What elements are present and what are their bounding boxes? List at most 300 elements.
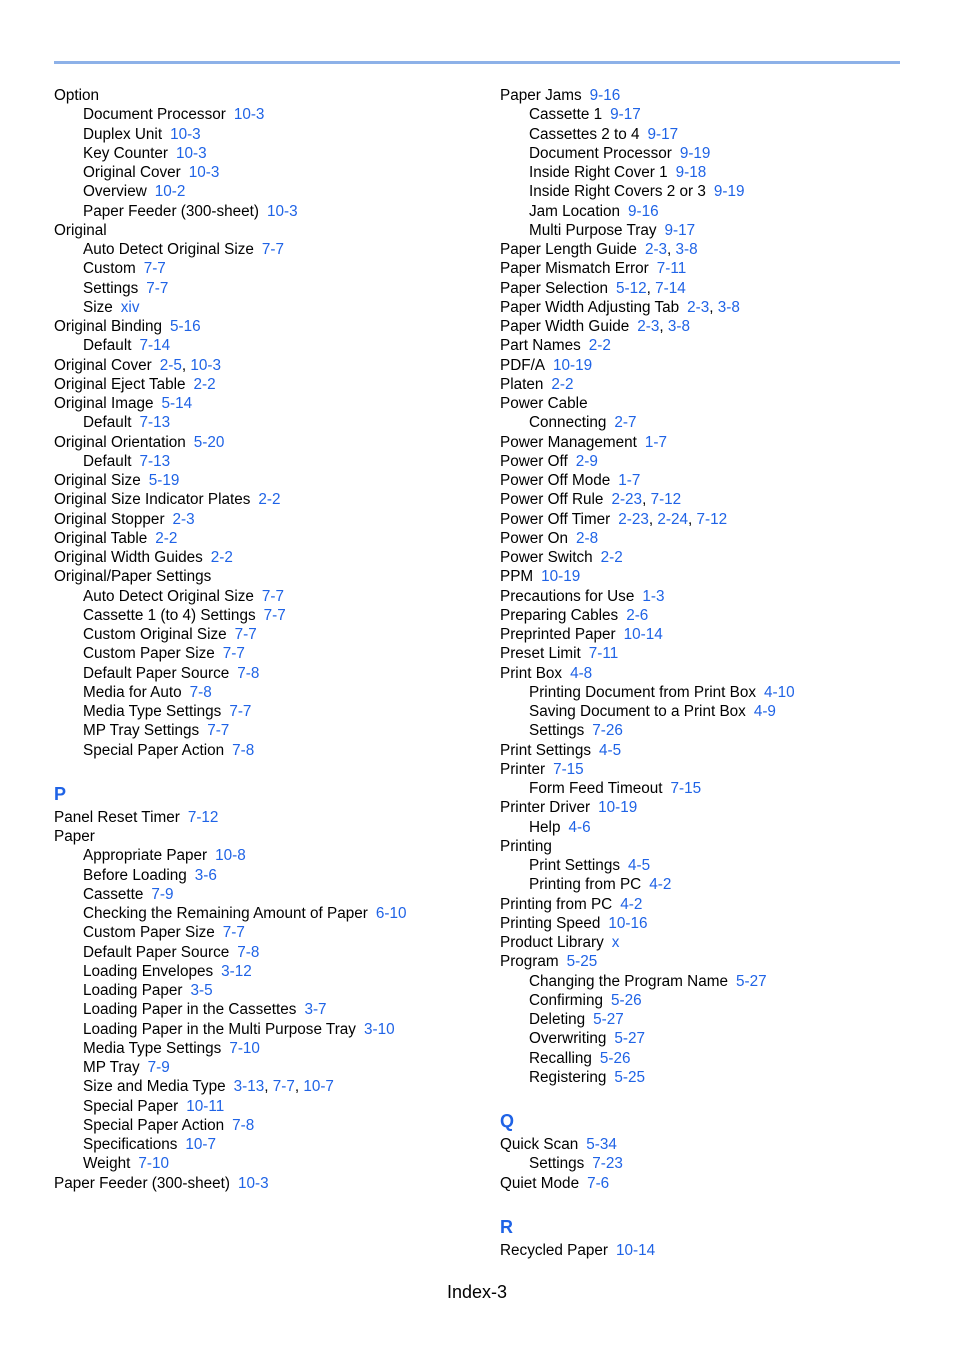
- page-refs: [642, 588, 664, 605]
- index-term: Paper Feeder (300-sheet): [83, 202, 260, 220]
- page-ref-link[interactable]: 9-16: [589, 87, 621, 104]
- page-refs: 2-3, 3-8: [644, 241, 698, 258]
- index-entry-original: [54, 221, 474, 240]
- index-entry-paper-mismatch-error: [500, 259, 920, 278]
- index-term: Paper: [54, 828, 95, 845]
- page-ref-link[interactable]: 10-7: [185, 1136, 217, 1153]
- index-term: Document Processor: [83, 106, 226, 124]
- page-refs: [553, 761, 584, 778]
- page-refs: [237, 944, 259, 961]
- index-subentry-checking-the-remaining-amount-of-paper: [54, 904, 474, 923]
- page-ref-link[interactable]: 2-2: [210, 549, 233, 566]
- page-refs: [267, 203, 298, 220]
- page-refs: [155, 183, 186, 200]
- index-entry-print-box: [500, 664, 920, 683]
- page-ref-link[interactable]: 6-10: [375, 905, 407, 922]
- index-term: Auto Detect Original Size: [83, 241, 254, 258]
- page-refs: [592, 1155, 623, 1172]
- index-term: Original/Paper Settings: [54, 568, 212, 586]
- page-ref-link[interactable]: 2-3: [644, 241, 668, 258]
- page-ref-link[interactable]: 7-13: [139, 414, 171, 432]
- index-term: Cassettes 2 to 4: [529, 125, 640, 143]
- page-ref-link[interactable]: 10-11: [186, 1097, 225, 1115]
- index-term: Media Type Settings: [83, 1039, 222, 1057]
- page-refs: [553, 357, 592, 374]
- page-ref-link[interactable]: 10-16: [608, 914, 648, 932]
- page-ref-link[interactable]: 3-5: [190, 982, 213, 999]
- page-ref-link[interactable]: 7-9: [147, 1059, 170, 1076]
- page-refs: [149, 472, 180, 489]
- index-entry-part-names: [500, 336, 920, 355]
- page-ref-link[interactable]: 5-16: [170, 318, 201, 335]
- page-ref-link[interactable]: 10-19: [598, 799, 638, 817]
- page-refs: [223, 645, 245, 662]
- page-refs: [754, 703, 776, 720]
- index-term: Overview: [83, 183, 147, 201]
- page-ref-link[interactable]: 5-25: [566, 953, 598, 971]
- index-term: Original Eject Table: [54, 375, 186, 393]
- page-ref-link[interactable]: 7-11: [656, 260, 687, 278]
- page-ref-link[interactable]: 3-8: [717, 298, 740, 316]
- index-term: Size and Media Type: [83, 1078, 226, 1096]
- index-subentry-media-for-auto: [54, 683, 474, 702]
- index-entry-preprinted-paper: [500, 625, 920, 644]
- page-ref-link[interactable]: 9-17: [610, 106, 641, 124]
- page-ref-link[interactable]: 2-3: [637, 318, 660, 335]
- index-subentry-recalling: [500, 1049, 920, 1068]
- page-ref-link[interactable]: 7-8: [237, 664, 260, 682]
- page-refs: [191, 982, 213, 999]
- page-ref-link[interactable]: 10-3: [267, 202, 298, 220]
- index-term: Before Loading: [83, 866, 187, 884]
- page-refs: [648, 126, 679, 143]
- index-subentry-cassettes-2-to-4: [500, 125, 920, 144]
- page-ref-link[interactable]: 5-26: [610, 991, 642, 1009]
- page-ref-link[interactable]: 2-2: [551, 375, 574, 393]
- page-ref-link[interactable]: 3-12: [221, 962, 252, 980]
- index-term: Paper Jams: [500, 87, 582, 104]
- page-ref-link[interactable]: 2-24: [657, 510, 688, 528]
- index-entry-original-width-guides: [54, 548, 474, 567]
- page-refs: [170, 126, 201, 143]
- page-ref-link[interactable]: 10-8: [215, 847, 246, 865]
- page-refs: [680, 145, 711, 162]
- index-entry-paper: [54, 827, 474, 846]
- index-term: Auto Detect Original Size: [83, 587, 254, 605]
- page-ref-link[interactable]: 7-7: [222, 645, 245, 663]
- index-term: Special Paper Action: [83, 1116, 225, 1134]
- index-entry-paper-jams: [500, 86, 920, 105]
- page-ref-link[interactable]: 2-5: [159, 356, 182, 374]
- index-subentry-loading-paper-in-the-cassettes: [54, 1000, 474, 1019]
- index-term: Original Cover: [54, 356, 152, 374]
- page-ref-link[interactable]: 2-2: [193, 375, 216, 393]
- page-ref-link[interactable]: 9-19: [679, 144, 711, 162]
- page-ref-link[interactable]: 7-7: [261, 241, 285, 258]
- index-term: Default: [83, 414, 132, 432]
- index-subentry-custom-original-size: [54, 625, 474, 644]
- page-refs: [589, 337, 611, 354]
- page-refs: [589, 645, 618, 662]
- page-ref-link[interactable]: 4-2: [620, 895, 643, 913]
- page-refs: [234, 106, 265, 123]
- page-refs: [670, 780, 701, 797]
- page-refs: [146, 280, 168, 297]
- index-term: Printer: [500, 760, 546, 778]
- index-subentry-auto-detect-original-size: [54, 240, 474, 259]
- index-subentry-media-type-settings: [54, 702, 474, 721]
- page-ref-link[interactable]: 3-6: [194, 866, 217, 884]
- index-term: Key Counter: [83, 144, 169, 162]
- index-term: Power Off: [500, 452, 568, 470]
- index-subentry-printing-document-from-print-box: [500, 683, 920, 702]
- page-refs: [155, 530, 177, 547]
- page-ref-link[interactable]: 7-7: [272, 1078, 295, 1096]
- page-ref-link[interactable]: 2-23: [618, 510, 649, 528]
- index-entry-power-off: [500, 452, 920, 471]
- page-ref-link[interactable]: 10-19: [541, 568, 581, 586]
- index-term: Paper Mismatch Error: [500, 260, 649, 278]
- index-subentry-custom: [54, 259, 474, 278]
- page-ref-link[interactable]: 4-8: [570, 664, 593, 682]
- index-subentry-deleting: [500, 1010, 920, 1029]
- page-ref-link[interactable]: 5-34: [586, 1136, 617, 1153]
- page-refs: [262, 588, 284, 605]
- page-ref-link[interactable]: 5-26: [599, 1049, 631, 1067]
- page-ref-link[interactable]: 10-14: [615, 1241, 656, 1259]
- page-ref-link[interactable]: 10-19: [553, 356, 593, 374]
- page-ref-link[interactable]: 7-7: [234, 626, 257, 643]
- index-entry-original-stopper: [54, 510, 474, 529]
- index-subentry-special-paper-action: [54, 741, 474, 760]
- index-term: Changing the Program Name: [529, 972, 728, 990]
- page-refs: [665, 222, 696, 239]
- index-term: Precautions for Use: [500, 587, 635, 605]
- index-term: Paper Feeder (300-sheet): [54, 1174, 231, 1192]
- page-ref-link[interactable]: 9-17: [664, 221, 696, 239]
- page-ref-link[interactable]: 7-12: [187, 808, 219, 826]
- page-ref-link[interactable]: 2-3: [172, 510, 195, 528]
- page-ref-link[interactable]: 7-15: [670, 780, 702, 797]
- index-subentry-loading-paper: [54, 981, 474, 1000]
- index-entry-paper-width-guide: [500, 317, 920, 336]
- page-ref-link[interactable]: 7-10: [138, 1155, 169, 1173]
- index-subentry-document-processor: [500, 144, 920, 163]
- index-entry-original-paper-settings: [54, 567, 474, 586]
- index-subentry-inside-right-covers-2-or-3: [500, 182, 920, 201]
- page-refs: [614, 1030, 645, 1047]
- index-entry-option: [54, 86, 474, 105]
- index-term: Power Switch: [500, 549, 593, 566]
- page-ref-link[interactable]: 7-8: [237, 943, 260, 961]
- page-ref-link[interactable]: xiv: [120, 298, 140, 316]
- page-refs: 2-3, 3-8: [687, 298, 740, 316]
- index-subentry-default-paper-source: [54, 943, 474, 962]
- index-term: Printer Driver: [500, 799, 591, 817]
- index-term: Print Settings: [529, 857, 620, 874]
- index-entry-power-off-timer: [500, 510, 920, 529]
- page-refs: [138, 1155, 169, 1172]
- index-entry-preset-limit: [500, 644, 920, 663]
- page-refs: [195, 867, 217, 884]
- page-ref-link[interactable]: 7-14: [655, 279, 686, 297]
- index-entry-original-binding: [54, 317, 474, 336]
- index-entry-quick-scan: [500, 1135, 920, 1154]
- index-term: Connecting: [529, 414, 607, 432]
- page-refs: [614, 1069, 645, 1086]
- index-entry-original-image: [54, 394, 474, 413]
- page-ref-link[interactable]: 7-7: [146, 279, 169, 297]
- section-letter-q: Q: [500, 1111, 515, 1131]
- page-ref-link[interactable]: 5-27: [614, 1030, 645, 1048]
- page-ref-link[interactable]: 4-2: [649, 876, 672, 894]
- index-subentry-overview: [54, 182, 474, 201]
- index-term: Inside Right Cover 1: [529, 164, 668, 181]
- page-ref-link[interactable]: 10-3: [233, 106, 265, 124]
- page-ref-link[interactable]: 10-3: [190, 356, 221, 374]
- page-refs: [262, 241, 284, 258]
- index-subentry-help: [500, 818, 920, 837]
- page-refs: [364, 1021, 395, 1038]
- index-subentry-registering: [500, 1068, 920, 1087]
- index-subentry-settings: [54, 279, 474, 298]
- page-refs: [194, 434, 225, 451]
- page-ref-link[interactable]: 10-2: [154, 183, 186, 201]
- page-ref-link[interactable]: 7-7: [229, 703, 252, 720]
- page-refs: [624, 626, 663, 643]
- index-term: PDF/A: [500, 356, 546, 374]
- page-refs: [229, 703, 251, 720]
- index-entry-preparing-cables: [500, 606, 920, 625]
- index-column-left: [54, 86, 474, 1193]
- index-term: Original Orientation: [54, 433, 186, 451]
- index-entry-paper-selection: [500, 279, 920, 298]
- page-refs: [598, 799, 637, 816]
- page-ref-link[interactable]: 5-27: [593, 1011, 624, 1028]
- page-ref-link[interactable]: 2-9: [575, 452, 598, 470]
- page-refs: [714, 183, 745, 200]
- page-ref-link[interactable]: x: [611, 934, 620, 951]
- index-term: Preparing Cables: [500, 606, 619, 624]
- page-ref-link[interactable]: 10-3: [238, 1174, 269, 1192]
- index-term: Specifications: [83, 1136, 178, 1153]
- page-refs: [612, 934, 620, 951]
- page-ref-link[interactable]: 2-3: [687, 298, 710, 316]
- page-refs: [237, 665, 259, 682]
- page-ref-link[interactable]: 7-6: [587, 1174, 610, 1192]
- index-subentry-cassette-1: [500, 105, 920, 124]
- index-term: Custom Paper Size: [83, 924, 215, 942]
- page-ref-link[interactable]: 9-18: [675, 164, 707, 181]
- index-term: Power On: [500, 529, 569, 547]
- index-term: Power Off Timer: [500, 510, 611, 528]
- index-entry-power-off-mode: [500, 471, 920, 490]
- index-term: Loading Paper: [83, 982, 183, 999]
- page-ref-link[interactable]: 4-10: [764, 683, 795, 701]
- page-refs: [151, 886, 173, 903]
- page-ref-link[interactable]: 9-17: [647, 125, 679, 143]
- index-entry-printer: [500, 760, 920, 779]
- index-entry-power-management: [500, 433, 920, 452]
- page-ref-link[interactable]: 5-25: [614, 1068, 645, 1086]
- page-refs: [620, 896, 642, 913]
- page-ref-link[interactable]: 10-3: [170, 125, 201, 143]
- page-refs: [570, 665, 592, 682]
- index-subentry-media-type-settings: [54, 1039, 474, 1058]
- page-ref-link[interactable]: 7-23: [592, 1155, 623, 1173]
- page-refs: [139, 414, 170, 431]
- page-ref-link[interactable]: 5-19: [148, 472, 180, 489]
- index-term: Media for Auto: [83, 683, 182, 701]
- page-ref-link[interactable]: 2-2: [588, 337, 611, 355]
- page-ref-link[interactable]: 10-3: [176, 144, 207, 162]
- page-ref-link[interactable]: 10-7: [303, 1078, 334, 1096]
- page-ref-link[interactable]: 5-20: [193, 433, 225, 451]
- index-subentry-cassette-1-to-4-settings: [54, 606, 474, 625]
- page-refs: [568, 819, 590, 836]
- index-term: Loading Paper in the Multi Purpose Tray: [83, 1020, 356, 1038]
- page-ref-link[interactable]: 5-12: [616, 279, 647, 297]
- index-entry-original-size-indicator-plates: [54, 490, 474, 509]
- page-ref-link[interactable]: 2-2: [155, 529, 178, 547]
- index-entry-printer-driver: [500, 798, 920, 817]
- page-ref-link[interactable]: 7-7: [263, 606, 286, 624]
- index-term: Original Stopper: [54, 510, 165, 528]
- page-refs: 2-23, 7-12: [611, 491, 682, 509]
- page-ref-link[interactable]: 7-8: [189, 683, 212, 701]
- page-refs: [628, 857, 650, 874]
- page-ref-link[interactable]: 7-7: [207, 722, 230, 740]
- index-subentry-default: [54, 336, 474, 355]
- page-ref-link[interactable]: 7-7: [222, 924, 245, 942]
- index-term: Preset Limit: [500, 645, 581, 663]
- page-ref-link[interactable]: 3-10: [363, 1020, 395, 1038]
- index-term: Original Size Indicator Plates: [54, 491, 251, 509]
- page-ref-link[interactable]: 7-14: [139, 337, 171, 355]
- page-refs: [189, 164, 220, 181]
- page-refs: [185, 1136, 216, 1153]
- page-ref-link[interactable]: 9-19: [713, 183, 745, 201]
- index-term: Option: [54, 87, 100, 104]
- page-refs: [616, 1242, 655, 1259]
- page-ref-link[interactable]: 7-15: [553, 760, 584, 778]
- index-subentry-form-feed-timeout: [500, 779, 920, 798]
- page-refs: [551, 376, 573, 393]
- index-term: Printing from PC: [500, 895, 613, 913]
- index-entry-recycled-paper: [500, 1241, 920, 1260]
- page-ref-link[interactable]: 9-16: [627, 202, 659, 220]
- page-ref-link[interactable]: 10-14: [623, 626, 663, 643]
- page-ref-link[interactable]: 2-7: [614, 414, 637, 432]
- page-refs: [608, 915, 647, 932]
- page-refs: [176, 145, 207, 162]
- index-term: Cassette: [83, 885, 144, 903]
- index-subentry-document-processor: [54, 105, 474, 124]
- index-subentry-loading-envelopes: [54, 962, 474, 981]
- page-refs: [229, 1040, 260, 1057]
- page-ref-link[interactable]: 7-26: [592, 722, 623, 740]
- index-term: Help: [529, 818, 561, 836]
- page-refs: [232, 742, 254, 759]
- page-ref-link[interactable]: 3-8: [667, 318, 690, 335]
- page-ref-link[interactable]: 7-13: [139, 452, 171, 470]
- page-ref-link[interactable]: 3-13: [233, 1078, 265, 1096]
- page-refs: [657, 260, 686, 277]
- index-term: Print Settings: [500, 741, 591, 759]
- page-refs: [173, 511, 195, 528]
- index-column-right: [500, 86, 920, 1260]
- index-term: Default: [83, 337, 132, 355]
- index-term: Power Off Mode: [500, 472, 611, 489]
- page-ref-link[interactable]: 10-3: [188, 164, 220, 181]
- page-ref-link[interactable]: 7-10: [229, 1039, 260, 1057]
- page-refs: [170, 318, 201, 335]
- index-entry-quiet-mode: [500, 1174, 920, 1193]
- page-ref-link[interactable]: 2-8: [576, 529, 599, 547]
- page-ref-link[interactable]: 7-7: [261, 587, 285, 605]
- page-refs: [601, 549, 623, 566]
- index-term: Original Width Guides: [54, 549, 203, 566]
- page-ref-link[interactable]: 1-3: [642, 587, 665, 605]
- page-ref-link[interactable]: 1-7: [644, 433, 668, 451]
- index-term: Printing Document from Print Box: [529, 683, 756, 701]
- page-ref-link[interactable]: 4-9: [753, 703, 776, 720]
- page-ref-link[interactable]: 2-2: [258, 491, 281, 509]
- page-ref-link[interactable]: 7-11: [588, 645, 619, 663]
- page-ref-link[interactable]: 3-7: [304, 1001, 327, 1019]
- page-ref-link[interactable]: 2-2: [600, 549, 623, 566]
- page-ref-link[interactable]: 4-6: [568, 818, 591, 836]
- page-ref-link[interactable]: 1-7: [618, 472, 641, 489]
- page-refs: [764, 684, 795, 701]
- page-ref-link[interactable]: 4-5: [627, 857, 651, 874]
- page-refs: [592, 722, 623, 739]
- page-ref-link[interactable]: 7-9: [151, 885, 174, 903]
- index-subentry-default-paper-source: [54, 664, 474, 683]
- page-ref-link[interactable]: 7-12: [650, 491, 682, 509]
- index-entry-original-eject-table: [54, 375, 474, 394]
- page-ref-link[interactable]: 4-5: [598, 741, 622, 759]
- index-entry-original-cover: [54, 356, 474, 375]
- index-term: PPM: [500, 568, 534, 586]
- index-term: Original Cover: [83, 164, 181, 181]
- index-entry-pdf-a: [500, 356, 920, 375]
- index-entry-original-orientation: [54, 433, 474, 452]
- index-term: Paper Selection: [500, 279, 608, 297]
- page-ref-link[interactable]: 7-8: [232, 741, 255, 759]
- page-ref-link[interactable]: 7-7: [143, 260, 166, 278]
- index-subentry-cassette: [54, 885, 474, 904]
- index-subentry-mp-tray-settings: [54, 721, 474, 740]
- page-refs: [614, 414, 636, 431]
- page-ref-link[interactable]: 7-8: [232, 1116, 255, 1134]
- index-term: Special Paper: [83, 1097, 179, 1115]
- page-ref-link[interactable]: 7-12: [696, 510, 728, 528]
- index-entry-paper-feeder-300-sheet: [54, 1174, 474, 1193]
- index-subentry-printing-from-pc: [500, 875, 920, 894]
- page-ref-link[interactable]: 5-27: [735, 972, 767, 990]
- page-refs: [610, 106, 641, 123]
- index-entry-paper-width-adjusting-tab: [500, 298, 920, 317]
- index-term: Cassette 1: [529, 106, 603, 124]
- section-letter-r: R: [500, 1216, 513, 1237]
- page-ref-link[interactable]: 2-23: [611, 491, 643, 509]
- index-term: Custom Paper Size: [83, 645, 215, 663]
- index-subentry-mp-tray: [54, 1058, 474, 1077]
- page-ref-link[interactable]: 5-14: [161, 395, 193, 412]
- page-ref-link[interactable]: 2-6: [626, 606, 649, 624]
- page-ref-link[interactable]: 3-8: [675, 241, 698, 258]
